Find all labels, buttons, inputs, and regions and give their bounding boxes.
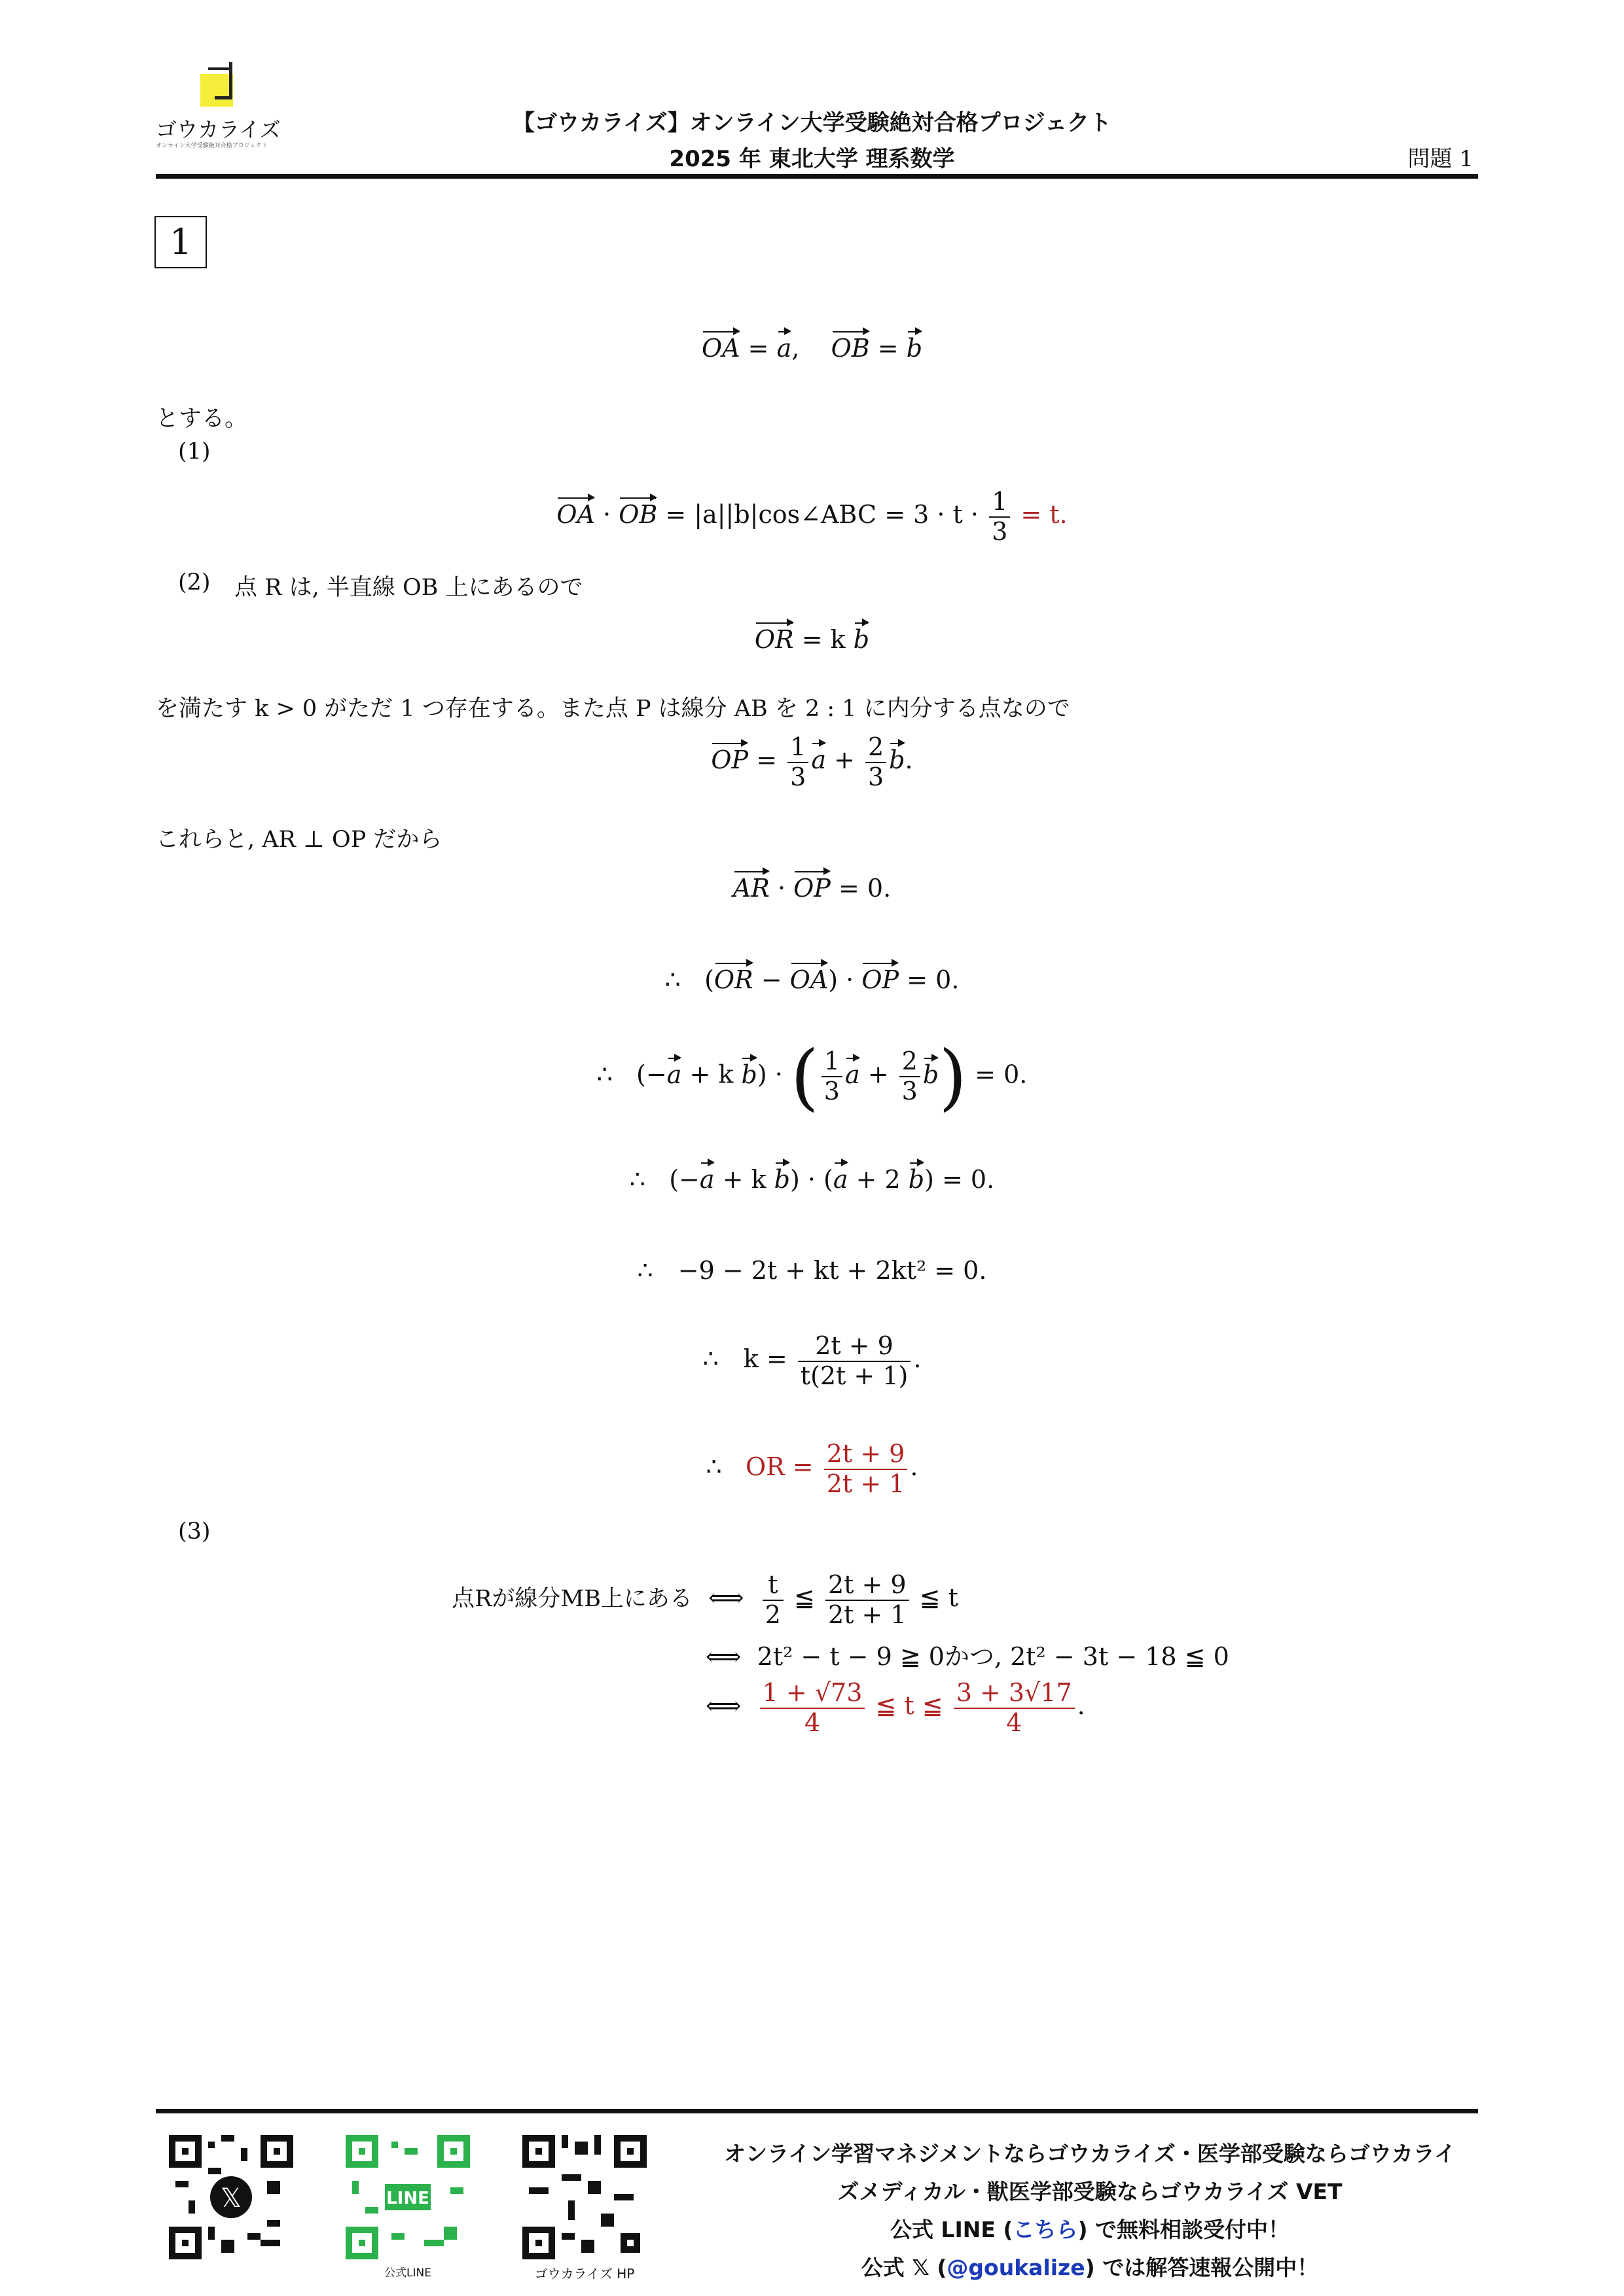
vector-ob: OB: [831, 334, 870, 363]
part2-or-equation: OR = k b: [754, 625, 870, 654]
svg-text:𝕏: 𝕏: [220, 2183, 242, 2214]
part2-text3: これらと, AR ⊥ OP だから: [156, 827, 442, 853]
part1-label: (1): [178, 439, 211, 465]
part3-line2: ⟺ 2t² − t − 9 ≧ 0かつ, 2t² − 3t − 18 ≦ 0: [706, 1642, 1229, 1671]
x-qr-code[interactable]: [169, 2135, 293, 2259]
problem-label: 問題 1: [1407, 146, 1473, 172]
problem-number: 1: [169, 221, 192, 262]
logo-sub: オンライン大学受験絶対合格プロジェクト: [156, 143, 268, 149]
part2-label: (2): [178, 569, 211, 596]
part1-equation: OA · OB = |a||b|cos∠ABC = 3 · t · $\frac{1}{3}$ = t.: [556, 487, 1068, 546]
line-link[interactable]: こちら: [1013, 2217, 1078, 2242]
part2-step6: ∴ OR = $\frac{2t + 9}{2t + 1}$ .: [706, 1439, 918, 1498]
header-rule: [156, 174, 1478, 179]
part2-text2: を満たす k > 0 がただ 1 つ存在する。また点 P は線分 AB を 2 : 1 に内分する点なので: [156, 696, 1070, 722]
vector-a: a: [776, 334, 792, 363]
logo-mark: [195, 62, 241, 108]
vector-oa: OA: [701, 334, 740, 363]
part2-step5: ∴ k = $\frac{2t + 9}{t(2t + 1)}$ .: [702, 1331, 922, 1390]
part2-step1: ∴ (OR − OA) · OP = 0.: [664, 965, 960, 994]
part2-perp-equation: AR · OP = 0.: [732, 874, 892, 903]
intro-text: とする。: [156, 406, 248, 432]
part3-line3: ⟺ $\frac{1 + √73}{4}$ ≦ t ≦ $\frac{3 + 3√17}{4}$ .: [706, 1678, 1085, 1737]
header-title: 【ゴウカライズ】オンライン大学受験絶対合格プロジェクト: [513, 110, 1111, 136]
logo-text: ゴウカライズ: [156, 117, 281, 142]
header-subtitle: 2025 年 東北大学 理系数学: [669, 146, 955, 172]
part2-step2: ∴ (−a + k b) · ( $\frac{1}{3}$ a + $\frac{2}{3}$ b) = 0.: [596, 1035, 1028, 1119]
svg-text:LINE: LINE: [386, 2189, 429, 2208]
part2-op-equation: OP = $\frac{1}{3}$ a + $\frac{2}{3}$ b.: [711, 732, 913, 791]
footer-line4: 公式 𝕏 (@goukalize) では解答速報公開中！: [861, 2255, 1319, 2280]
part3-line1: 点Rが線分MB上にある ⟺ $\frac{t}{2}$ ≦ $\frac{2t + 9}{2t + 1}$ ≦ t: [452, 1570, 958, 1629]
homepage-qr-label: ゴウカライズ HP: [534, 2266, 635, 2282]
problem-number-box: [154, 216, 207, 268]
vector-definitions: OA = a, OB = b: [701, 334, 923, 363]
footer-line3: 公式 LINE (こちら) で無料相談受付中！: [890, 2217, 1290, 2242]
footer-line2: ズメディカル・獣医学部受験ならゴウカライズ VET: [837, 2179, 1343, 2204]
part3-label: (3): [178, 1518, 211, 1545]
x-account-link[interactable]: @goukalize: [947, 2255, 1085, 2280]
part2-step4: ∴ −9 − 2t + kt + 2kt² = 0.: [637, 1256, 987, 1285]
footer-promo: [694, 2135, 1486, 2287]
part2-text1: 点 R は, 半直線 OB 上にあるので: [234, 575, 583, 601]
footer-line1: オンライン学習マネジメントならゴウカライズ・医学部受験ならゴウカライ: [724, 2141, 1456, 2166]
line-qr-label: 公式LINE: [384, 2267, 431, 2280]
part1-result: = t.: [1020, 500, 1068, 529]
line-qr-code[interactable]: [346, 2135, 470, 2259]
vector-b: b: [906, 334, 923, 363]
footer-rule: [156, 2109, 1478, 2113]
part2-step3: ∴ (−a + k b) · (a + 2 b) = 0.: [629, 1165, 995, 1194]
homepage-qr-code[interactable]: [522, 2135, 647, 2259]
